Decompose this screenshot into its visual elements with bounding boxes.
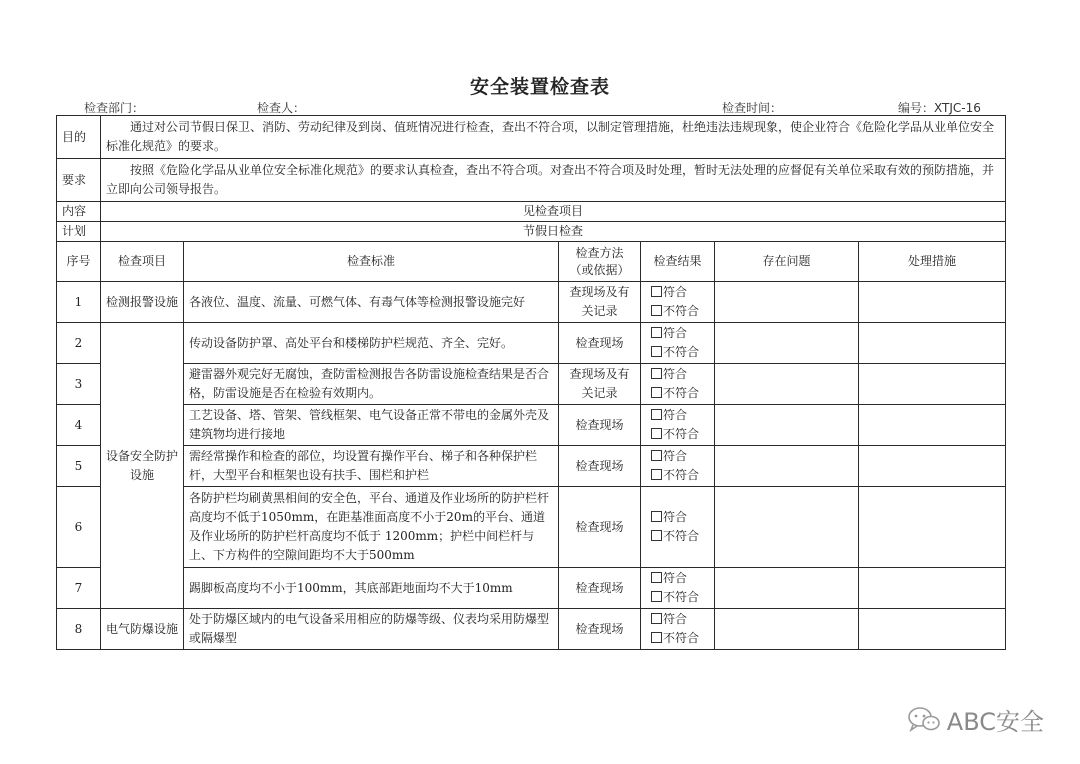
- group-electrical-explosion-proof: 电气防爆设施: [101, 609, 184, 650]
- code-label: 编号：: [898, 101, 935, 115]
- checkbox-icon: [651, 632, 662, 643]
- row-result: [641, 446, 715, 487]
- row-standard: 各防护栏均刷黄黑相间的安全色，平台、通道及作业场所的防护栏杆高度均不低于1050mm，在距基准面高度不小于20m的平台、通道及作业场所的防护栏杆高度均不低于 1200mm；护栏中间栏杆与上、下方构件的空隙间距均不大于500mm: [184, 487, 559, 568]
- checkbox-icon: [651, 387, 662, 398]
- row-standard: 传动设备防护罩、高处平台和楼梯防护栏规范、齐全、完好。: [184, 323, 559, 364]
- content-row: [57, 202, 1006, 222]
- row-issue-cell[interactable]: [715, 609, 859, 650]
- header-method-line2: （或依据）: [569, 262, 630, 277]
- row-action-cell[interactable]: [859, 323, 1006, 364]
- checkbox-icon: [651, 428, 662, 439]
- group-detection-alarm: 检测报警设施: [101, 282, 184, 323]
- row-method: 检查现场: [559, 446, 641, 487]
- row-no: 5: [57, 446, 101, 487]
- pass-checkbox[interactable]: 符合: [651, 569, 709, 588]
- checkbox-icon: [651, 409, 662, 420]
- row-no: 2: [57, 323, 101, 364]
- row-method: 检查现场: [559, 487, 641, 568]
- plan-label: 计划: [57, 222, 101, 242]
- row-issue-cell[interactable]: [715, 282, 859, 323]
- row-no: 8: [57, 609, 101, 650]
- row-standard: 处于防爆区域内的电气设备采用相应的防爆等级、仪表均采用防爆型或隔爆型: [184, 609, 559, 650]
- code-value: XTJC-16: [934, 101, 981, 115]
- header-action: 处理措施: [859, 242, 1006, 282]
- pass-checkbox[interactable]: 符合: [651, 406, 709, 425]
- fail-checkbox[interactable]: 不符合: [651, 384, 709, 403]
- row-result: [641, 364, 715, 405]
- fail-checkbox[interactable]: 不符合: [651, 343, 709, 362]
- plan-value: 节假日检查: [101, 222, 1006, 242]
- table-row: [57, 568, 1006, 609]
- pass-checkbox[interactable]: 符合: [651, 324, 709, 343]
- header-issue: 存在问题: [715, 242, 859, 282]
- row-result: [641, 323, 715, 364]
- row-issue-cell[interactable]: [715, 568, 859, 609]
- inspection-table: [56, 115, 1006, 650]
- row-action-cell[interactable]: [859, 446, 1006, 487]
- code-field: [898, 99, 981, 116]
- checkbox-icon: [651, 469, 662, 480]
- row-standard: 各液位、温度、流量、可燃气体、有毒气体等检测报警设施完好: [184, 282, 559, 323]
- fail-checkbox[interactable]: 不符合: [651, 588, 709, 607]
- row-action-cell[interactable]: [859, 568, 1006, 609]
- header-no: 序号: [57, 242, 101, 282]
- checkbox-icon: [651, 346, 662, 357]
- purpose-row: [57, 116, 1006, 159]
- pass-checkbox[interactable]: 符合: [651, 610, 709, 629]
- header-method: [559, 242, 641, 282]
- purpose-label: 目的: [57, 116, 101, 159]
- header-standard: 检查标准: [184, 242, 559, 282]
- checkbox-icon: [651, 286, 662, 297]
- content-label: 内容: [57, 202, 101, 222]
- checkbox-icon: [651, 511, 662, 522]
- row-result: [641, 405, 715, 446]
- row-no: 3: [57, 364, 101, 405]
- table-row: [57, 609, 1006, 650]
- checkbox-icon: [651, 530, 662, 541]
- checkbox-icon: [651, 591, 662, 602]
- checkbox-icon: [651, 368, 662, 379]
- row-issue-cell[interactable]: [715, 446, 859, 487]
- header-method-line1: 检查方法: [575, 245, 624, 260]
- page-title: 安全装置检查表: [469, 76, 610, 98]
- checkbox-icon: [651, 450, 662, 461]
- requirement-label: 要求: [57, 159, 101, 202]
- fail-checkbox[interactable]: 不符合: [651, 302, 709, 321]
- requirement-text: 按照《危险化学品从业单位安全标准化规范》的要求认真检查，查出不符合项。对查出不符合项及时处理，暂时无法处理的应督促有关单位采取有效的预防措施，并立即向公司领导报告。: [101, 159, 1006, 202]
- fail-checkbox[interactable]: 不符合: [651, 527, 709, 546]
- content-value: 见检查项目: [101, 202, 1006, 222]
- requirement-row: [57, 159, 1006, 202]
- pass-checkbox[interactable]: 符合: [651, 508, 709, 527]
- table-row: [57, 282, 1006, 323]
- row-no: 4: [57, 405, 101, 446]
- checkbox-icon: [651, 572, 662, 583]
- plan-row: [57, 222, 1006, 242]
- row-issue-cell[interactable]: [715, 405, 859, 446]
- inspector-label: 检查人：: [257, 101, 306, 115]
- row-issue-cell[interactable]: [715, 323, 859, 364]
- fail-checkbox[interactable]: 不符合: [651, 629, 709, 648]
- checkbox-icon: [651, 613, 662, 624]
- row-result: [641, 487, 715, 568]
- header-item: 检查项目: [101, 242, 184, 282]
- table-row: [57, 446, 1006, 487]
- row-standard: 踢脚板高度均不小于100mm，其底部距地面均不大于10mm: [184, 568, 559, 609]
- row-action-cell[interactable]: [859, 405, 1006, 446]
- row-result: [641, 568, 715, 609]
- row-method: 检查现场: [559, 405, 641, 446]
- row-issue-cell[interactable]: [715, 487, 859, 568]
- row-method: 检查现场: [559, 568, 641, 609]
- checkbox-icon: [651, 305, 662, 316]
- header-row: [57, 242, 1006, 282]
- row-result: [641, 282, 715, 323]
- watermark: [907, 702, 1044, 737]
- row-method: 检查现场: [559, 323, 641, 364]
- row-method: 查现场及有关记录: [559, 364, 641, 405]
- time-label: 检查时间：: [722, 101, 783, 115]
- fail-checkbox[interactable]: 不符合: [651, 425, 709, 444]
- checkbox-icon: [651, 327, 662, 338]
- pass-checkbox[interactable]: 符合: [651, 447, 709, 466]
- pass-checkbox[interactable]: 符合: [651, 283, 709, 302]
- row-standard: 工艺设备、塔、管架、管线框架、电气设备正常不带电的金属外壳及建筑物均进行接地: [184, 405, 559, 446]
- group-equipment-protection: 设备安全防护设施: [101, 323, 184, 609]
- row-method: 查现场及有关记录: [559, 282, 641, 323]
- row-no: 6: [57, 487, 101, 568]
- header-result: 检查结果: [641, 242, 715, 282]
- purpose-text: 通过对公司节假日保卫、消防、劳动纪律及到岗、值班情况进行检查，查出不符合项，以制定管理措施，杜绝违法违规现象，使企业符合《危险化学品从业单位安全标准化规范》的要求。: [101, 116, 1006, 159]
- fail-checkbox[interactable]: 不符合: [651, 466, 709, 485]
- row-action-cell[interactable]: [859, 282, 1006, 323]
- row-method: 检查现场: [559, 609, 641, 650]
- row-result: [641, 609, 715, 650]
- row-no: 7: [57, 568, 101, 609]
- table-row: [57, 323, 1006, 364]
- row-no: 1: [57, 282, 101, 323]
- table-row: [57, 487, 1006, 568]
- table-row: [57, 364, 1006, 405]
- dept-label: 检查部门：: [84, 101, 145, 115]
- table-row: [57, 405, 1006, 446]
- pass-checkbox[interactable]: 符合: [651, 365, 709, 384]
- row-action-cell[interactable]: [859, 609, 1006, 650]
- watermark-text: ABC安全: [946, 708, 1044, 736]
- row-action-cell[interactable]: [859, 364, 1006, 405]
- row-standard: 需经常操作和检查的部位，均设置有操作平台、梯子和各种保护栏杆，大型平台和框架也设有扶手、围栏和护栏: [184, 446, 559, 487]
- row-issue-cell[interactable]: [715, 364, 859, 405]
- wechat-icon: [907, 706, 941, 734]
- row-action-cell[interactable]: [859, 487, 1006, 568]
- row-standard: 避雷器外观完好无腐蚀，查防雷检测报告各防雷设施检查结果是否合格，防雷设施是否在检验有效期内。: [184, 364, 559, 405]
